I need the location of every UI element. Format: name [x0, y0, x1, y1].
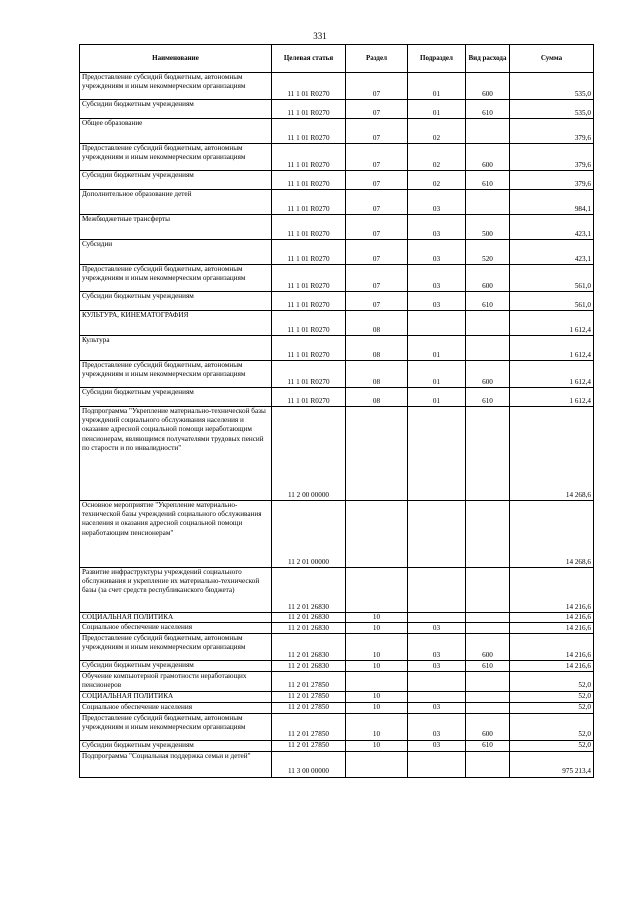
table-row [80, 190, 594, 215]
table-row [80, 100, 594, 119]
cell-subsection: 03 [408, 713, 466, 740]
header-row [80, 45, 594, 73]
table-row [80, 623, 594, 634]
cell-subsection [408, 311, 466, 336]
cell-section: 10 [346, 702, 408, 713]
cell-section: 10 [346, 713, 408, 740]
cell-section [346, 501, 408, 568]
cell-subsection: 01 [408, 73, 466, 100]
table-row [80, 215, 594, 240]
cell-subsection: 03 [408, 215, 466, 240]
cell-expense-type [466, 311, 510, 336]
cell-name: Социальное обеспечение населения [80, 702, 272, 713]
cell-amount: 975 213,4 [510, 751, 594, 777]
table-row [80, 388, 594, 407]
cell-code: 11 1 01 R0270 [272, 361, 346, 388]
cell-name: Предоставление субсидий бюджетным, автономным учреждениям и иным некоммерческим организациям [80, 144, 272, 171]
cell-code: 11 1 01 R0270 [272, 240, 346, 265]
cell-name: Межбюджетные трансферты [80, 215, 272, 240]
cell-name: Основное мероприятие "Укрепление материально-технической базы учреждений социального обслуживания населения и оказания адресной социальной помощи неработающим пенсионерам" [80, 501, 272, 568]
cell-subsection: 02 [408, 144, 466, 171]
cell-expense-type [466, 623, 510, 634]
cell-subsection: 03 [408, 634, 466, 661]
cell-expense-type [466, 119, 510, 144]
cell-amount: 14 216,6 [510, 623, 594, 634]
cell-subsection: 03 [408, 190, 466, 215]
table-row [80, 361, 594, 388]
header-expense-type: Вид расхода [466, 45, 510, 73]
cell-name: Культура [80, 336, 272, 361]
cell-subsection: 03 [408, 661, 466, 672]
cell-amount: 52,0 [510, 672, 594, 691]
cell-code: 11 1 01 R0270 [272, 119, 346, 144]
cell-expense-type: 600 [466, 713, 510, 740]
cell-code: 11 2 01 26830 [272, 623, 346, 634]
cell-expense-type: 610 [466, 100, 510, 119]
cell-subsection [408, 672, 466, 691]
cell-section: 07 [346, 73, 408, 100]
cell-subsection [408, 691, 466, 702]
cell-amount: 14 268,6 [510, 407, 594, 501]
cell-section: 07 [346, 171, 408, 190]
cell-expense-type [466, 336, 510, 361]
table-row [80, 407, 594, 501]
cell-amount: 52,0 [510, 702, 594, 713]
cell-subsection: 03 [408, 702, 466, 713]
cell-name: СОЦИАЛЬНАЯ ПОЛИТИКА [80, 613, 272, 623]
cell-expense-type: 610 [466, 740, 510, 751]
cell-amount: 52,0 [510, 691, 594, 702]
table-row [80, 171, 594, 190]
cell-code: 11 2 01 27850 [272, 713, 346, 740]
cell-section: 08 [346, 361, 408, 388]
cell-name: Субсидии бюджетным учреждениям [80, 171, 272, 190]
cell-code: 11 2 01 00000 [272, 501, 346, 568]
cell-section: 07 [346, 292, 408, 311]
cell-subsection [408, 613, 466, 623]
cell-subsection [408, 751, 466, 777]
cell-name: Предоставление субсидий бюджетным, автономным учреждениям и иным некоммерческим организациям [80, 265, 272, 292]
cell-expense-type [466, 751, 510, 777]
table-row [80, 144, 594, 171]
cell-code: 11 2 00 00000 [272, 407, 346, 501]
cell-code: 11 1 01 R0270 [272, 292, 346, 311]
cell-subsection: 01 [408, 100, 466, 119]
cell-amount: 14 216,6 [510, 568, 594, 613]
table-row [80, 702, 594, 713]
cell-code: 11 2 01 26830 [272, 613, 346, 623]
cell-code: 11 2 01 26830 [272, 661, 346, 672]
cell-expense-type [466, 501, 510, 568]
header-amount: Сумма [510, 45, 594, 73]
table-row [80, 73, 594, 100]
cell-section: 07 [346, 100, 408, 119]
cell-name: Подпрограмма "Социальная поддержка семьи и детей" [80, 751, 272, 777]
table-row [80, 751, 594, 777]
cell-code: 11 1 01 R0270 [272, 388, 346, 407]
table-row [80, 672, 594, 691]
cell-section: 10 [346, 634, 408, 661]
table-row [80, 740, 594, 751]
cell-amount: 379,6 [510, 171, 594, 190]
cell-section: 10 [346, 623, 408, 634]
cell-name: Предоставление субсидий бюджетным, автономным учреждениям и иным некоммерческим организациям [80, 713, 272, 740]
cell-code: 11 1 01 R0270 [272, 336, 346, 361]
cell-name: Субсидии бюджетным учреждениям [80, 661, 272, 672]
cell-code: 11 2 01 27850 [272, 691, 346, 702]
cell-code: 11 2 01 26830 [272, 568, 346, 613]
cell-amount: 379,6 [510, 144, 594, 171]
page-number: 331 [313, 31, 327, 41]
header-name: Наименование [80, 45, 272, 73]
table-row [80, 240, 594, 265]
cell-section [346, 751, 408, 777]
cell-amount: 423,1 [510, 240, 594, 265]
cell-section: 08 [346, 311, 408, 336]
cell-amount: 1 612,4 [510, 361, 594, 388]
cell-expense-type [466, 672, 510, 691]
table-row [80, 336, 594, 361]
cell-subsection [408, 568, 466, 613]
table-row [80, 311, 594, 336]
cell-expense-type: 600 [466, 361, 510, 388]
cell-subsection: 01 [408, 388, 466, 407]
cell-code: 11 1 01 R0270 [272, 265, 346, 292]
cell-expense-type [466, 407, 510, 501]
cell-subsection [408, 501, 466, 568]
cell-expense-type: 610 [466, 388, 510, 407]
cell-section: 08 [346, 388, 408, 407]
table-row [80, 634, 594, 661]
cell-code: 11 2 01 26830 [272, 634, 346, 661]
cell-expense-type [466, 702, 510, 713]
cell-subsection: 02 [408, 119, 466, 144]
cell-code: 11 1 01 R0270 [272, 171, 346, 190]
table-row [80, 501, 594, 568]
cell-subsection [408, 407, 466, 501]
cell-name: Дополнительное образование детей [80, 190, 272, 215]
table-row [80, 119, 594, 144]
cell-name: Предоставление субсидий бюджетным, автономным учреждениям и иным некоммерческим организациям [80, 73, 272, 100]
cell-subsection: 02 [408, 171, 466, 190]
cell-section: 10 [346, 740, 408, 751]
header-section: Раздел [346, 45, 408, 73]
cell-amount: 535,0 [510, 73, 594, 100]
cell-section: 07 [346, 265, 408, 292]
table-row [80, 613, 594, 623]
budget-table [79, 44, 594, 778]
cell-amount: 984,1 [510, 190, 594, 215]
cell-amount: 561,0 [510, 292, 594, 311]
cell-subsection: 03 [408, 292, 466, 311]
cell-subsection: 03 [408, 265, 466, 292]
cell-expense-type: 500 [466, 215, 510, 240]
cell-amount: 1 612,4 [510, 336, 594, 361]
cell-amount: 14 268,6 [510, 501, 594, 568]
cell-name: Подпрограмма "Укрепление материально-технической базы учреждений социального обслуживания населения и оказание адресной социальной помощи неработающим пенсионерам, являющимся получателями трудовых пенсий по старости и по инвалидности" [80, 407, 272, 501]
table-row [80, 292, 594, 311]
cell-expense-type [466, 691, 510, 702]
cell-subsection: 01 [408, 361, 466, 388]
cell-expense-type [466, 568, 510, 613]
cell-section: 08 [346, 336, 408, 361]
cell-section [346, 407, 408, 501]
cell-expense-type: 610 [466, 292, 510, 311]
cell-expense-type: 600 [466, 73, 510, 100]
cell-expense-type [466, 190, 510, 215]
table-row [80, 661, 594, 672]
cell-name: Развитие инфраструктуры учреждений социального обслуживания и укрепление их материально-технической базы (за счет средств республиканского бюджета) [80, 568, 272, 613]
table-body [80, 73, 594, 778]
cell-name: Субсидии бюджетным учреждениям [80, 388, 272, 407]
cell-name: СОЦИАЛЬНАЯ ПОЛИТИКА [80, 691, 272, 702]
cell-amount: 561,0 [510, 265, 594, 292]
cell-name: Субсидии бюджетным учреждениям [80, 740, 272, 751]
table-row [80, 713, 594, 740]
cell-amount: 423,1 [510, 215, 594, 240]
cell-code: 11 2 01 27850 [272, 702, 346, 713]
cell-section [346, 672, 408, 691]
cell-section: 07 [346, 240, 408, 265]
cell-amount: 14 216,6 [510, 661, 594, 672]
cell-section: 10 [346, 691, 408, 702]
table-row [80, 691, 594, 702]
cell-section: 10 [346, 661, 408, 672]
cell-code: 11 1 01 R0270 [272, 215, 346, 240]
cell-amount: 14 216,6 [510, 634, 594, 661]
cell-expense-type: 610 [466, 661, 510, 672]
cell-amount: 52,0 [510, 713, 594, 740]
cell-name: Предоставление субсидий бюджетным, автономным учреждениям и иным некоммерческим организациям [80, 361, 272, 388]
cell-section: 07 [346, 119, 408, 144]
cell-name: Субсидии [80, 240, 272, 265]
cell-code: 11 3 00 00000 [272, 751, 346, 777]
cell-expense-type: 520 [466, 240, 510, 265]
cell-subsection: 03 [408, 740, 466, 751]
cell-expense-type: 610 [466, 171, 510, 190]
cell-code: 11 1 01 R0270 [272, 190, 346, 215]
cell-code: 11 2 01 27850 [272, 672, 346, 691]
cell-section: 07 [346, 144, 408, 171]
cell-code: 11 1 01 R0270 [272, 73, 346, 100]
cell-amount: 379,6 [510, 119, 594, 144]
cell-section: 07 [346, 190, 408, 215]
cell-amount: 535,0 [510, 100, 594, 119]
cell-code: 11 1 01 R0270 [272, 144, 346, 171]
cell-expense-type: 600 [466, 265, 510, 292]
table-row [80, 265, 594, 292]
cell-code: 11 1 01 R0270 [272, 100, 346, 119]
cell-subsection: 03 [408, 240, 466, 265]
cell-amount: 1 612,4 [510, 311, 594, 336]
cell-subsection: 03 [408, 623, 466, 634]
header-code: Целевая статья [272, 45, 346, 73]
cell-name: КУЛЬТУРА, КИНЕМАТОГРАФИЯ [80, 311, 272, 336]
cell-section: 07 [346, 215, 408, 240]
cell-name: Социальное обеспечение населения [80, 623, 272, 634]
cell-amount: 1 612,4 [510, 388, 594, 407]
cell-code: 11 2 01 27850 [272, 740, 346, 751]
cell-name: Субсидии бюджетным учреждениям [80, 100, 272, 119]
cell-section [346, 568, 408, 613]
table-row [80, 568, 594, 613]
header-subsection: Подраздел [408, 45, 466, 73]
cell-amount: 52,0 [510, 740, 594, 751]
cell-name: Общее образование [80, 119, 272, 144]
table-header [80, 45, 594, 73]
cell-expense-type [466, 613, 510, 623]
cell-section: 10 [346, 613, 408, 623]
cell-expense-type: 600 [466, 144, 510, 171]
cell-name: Субсидии бюджетным учреждениям [80, 292, 272, 311]
cell-subsection: 01 [408, 336, 466, 361]
cell-name: Предоставление субсидий бюджетным, автономным учреждениям и иным некоммерческим организациям [80, 634, 272, 661]
cell-amount: 14 216,6 [510, 613, 594, 623]
cell-expense-type: 600 [466, 634, 510, 661]
cell-code: 11 1 01 R0270 [272, 311, 346, 336]
cell-name: Обучение компьютерной грамотности неработающих пенсионеров [80, 672, 272, 691]
